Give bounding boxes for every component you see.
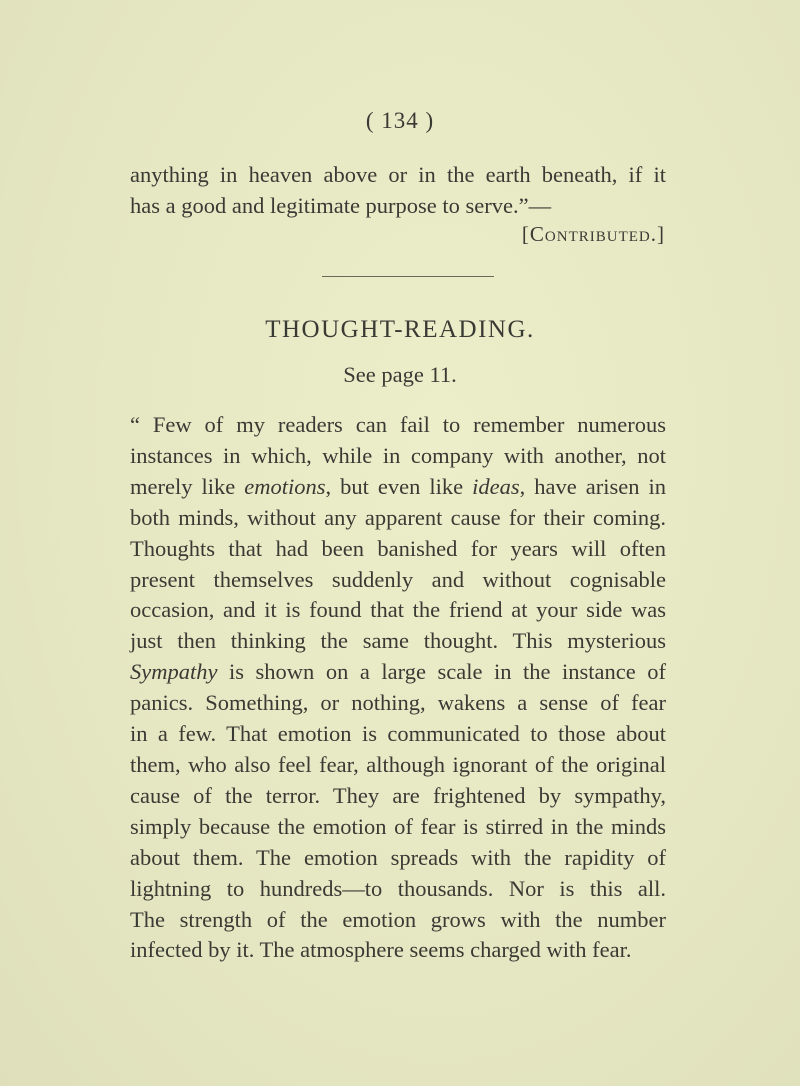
text-line: has a good and legitimate purpose to serve.”— <box>130 192 552 218</box>
section-divider <box>322 276 494 277</box>
emphasis-emotions: emotions <box>244 473 326 499</box>
text-line: occasion, and it is found that the friend at your side was <box>130 597 666 623</box>
text-line <box>130 657 666 688</box>
article-subtitle: See page 11. <box>343 362 457 387</box>
attribution <box>522 222 665 247</box>
text-run: , have arisen in <box>519 473 666 499</box>
attribution-text: [Contributed.] <box>521 222 665 246</box>
text-line: panics. Something, or nothing, wakens a sense of fear <box>130 690 666 716</box>
text-run: is shown on a large scale in the instance of <box>217 659 666 685</box>
text-line: both minds, without any apparent cause for their coming. <box>130 504 666 530</box>
text-line: them, who also feel fear, although ignorant of the original <box>130 751 666 777</box>
text-line: about them. The emotion spreads with the rapidity of <box>130 844 666 870</box>
article-title: THOUGHT-READING. <box>265 316 535 343</box>
emphasis-sympathy: Sympathy <box>130 659 218 685</box>
text-line: anything in heaven above or in the earth beneath, if it <box>130 162 666 187</box>
text-line: Thoughts that had been banished for years will often <box>130 535 666 561</box>
text-line: The strength of the emotion grows with the number <box>130 906 666 932</box>
text-line <box>130 472 666 503</box>
text-line: infected by it. The atmosphere seems charged with fear. <box>130 937 632 963</box>
text-line: simply because the emotion of fear is stirred in the minds <box>130 813 666 839</box>
text-line: lightning to hundreds—to thousands. Nor is this all. <box>130 875 666 901</box>
text-run: merely like <box>130 473 245 499</box>
text-run: , but even like <box>325 473 473 499</box>
text-line: cause of the terror. They are frightened by sympathy, <box>130 782 666 808</box>
text-line: “ Few of my readers can fail to remember numerous <box>130 412 666 437</box>
text-line: present themselves suddenly and without cognisable <box>130 566 666 592</box>
emphasis-ideas: ideas <box>472 473 520 499</box>
text-line: just then thinking the same thought. This mysterious <box>130 628 666 654</box>
carryover-paragraph <box>130 160 666 222</box>
text-line: instances in which, while in company with another, not <box>130 442 666 468</box>
article-body <box>130 410 666 966</box>
page-number: ( 134 ) <box>365 108 435 133</box>
text-line: in a few. That emotion is communicated to those about <box>130 721 666 747</box>
